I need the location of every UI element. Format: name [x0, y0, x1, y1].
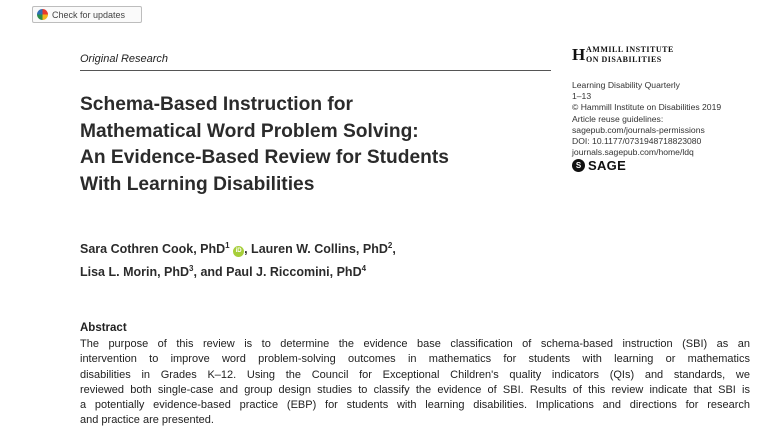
author-list — [80, 236, 396, 282]
abstract-line: and practice are presented. — [80, 414, 214, 427]
orcid-icon[interactable]: iD — [233, 246, 244, 257]
abstract-line: disabilities in Grades K–12. Using the Council for Exceptional Children's quality indicators (QIs) and standards, we — [80, 368, 750, 381]
sage-logo — [572, 158, 626, 173]
author-separator: , — [392, 242, 396, 257]
doi[interactable]: DOI: 10.1177/0731948718823080 — [572, 136, 702, 147]
journal-name: Learning Disability Quarterly — [572, 80, 680, 90]
author-name: Sara Cothren Cook, PhD — [80, 242, 226, 257]
affiliation-number: 2 — [387, 241, 393, 250]
check-for-updates-label: Check for updates — [52, 9, 126, 20]
title-line: Mathematical Word Problem Solving: — [80, 120, 419, 142]
sage-wordmark: SAGE — [588, 158, 627, 173]
journal-home-link[interactable]: journals.sagepub.com/home/ldq — [572, 147, 694, 158]
abstract-text — [80, 337, 750, 429]
page-range: 1–13 — [572, 91, 592, 102]
abstract-line: The purpose of this review is to determine the evidence base classification of schema-based instruction (SBI) as an — [80, 338, 750, 350]
permissions-link[interactable]: sagepub.com/journals-permissions — [572, 124, 705, 135]
affiliation-number: 3 — [189, 264, 194, 274]
title-line: Schema-Based Instruction for — [80, 94, 353, 115]
sage-mark-icon: S — [572, 159, 585, 172]
header-divider — [80, 70, 551, 71]
check-for-updates-button[interactable] — [32, 6, 142, 23]
copyright: © Hammill Institute on Disabilities 2019 — [572, 102, 722, 113]
journal-meta — [572, 80, 721, 158]
author-name: , and Paul J. Riccomini, PhD — [193, 265, 362, 280]
logo-line-1: AMMILL INSTITUTE — [586, 45, 674, 54]
logo-line-2: ON DISABILITIES — [586, 55, 662, 64]
abstract-line: intervention to improve word problem-solving outcomes in mathematics for students with learning or mathematics — [80, 353, 750, 366]
affiliation-number: 1 — [225, 241, 230, 250]
crossmark-icon — [37, 9, 48, 20]
affiliation-number: 4 — [361, 264, 367, 274]
abstract-line: a potentially evidence-based practice (EBP) for students with learning disabilities. Implications and directions for research — [80, 399, 750, 412]
author-name: , Lauren W. Collins, PhD — [244, 242, 388, 257]
abstract-heading: Abstract — [80, 322, 127, 334]
hammill-institute-logo — [572, 44, 702, 66]
title-line: With Learning Disabilities — [80, 173, 315, 195]
logo-initial: H — [572, 45, 586, 64]
reuse-guidelines-label: Article reuse guidelines: — [572, 113, 664, 124]
title-line: An Evidence-Based Review for Students — [80, 147, 449, 168]
abstract-line: reviewed both single-case and group design studies to classify the evidence of SBI. Results of this review indicate that SBI is — [80, 383, 750, 396]
author-name: Lisa L. Morin, PhD — [80, 265, 190, 280]
article-type: Original Research — [80, 53, 169, 65]
article-title — [80, 92, 560, 198]
